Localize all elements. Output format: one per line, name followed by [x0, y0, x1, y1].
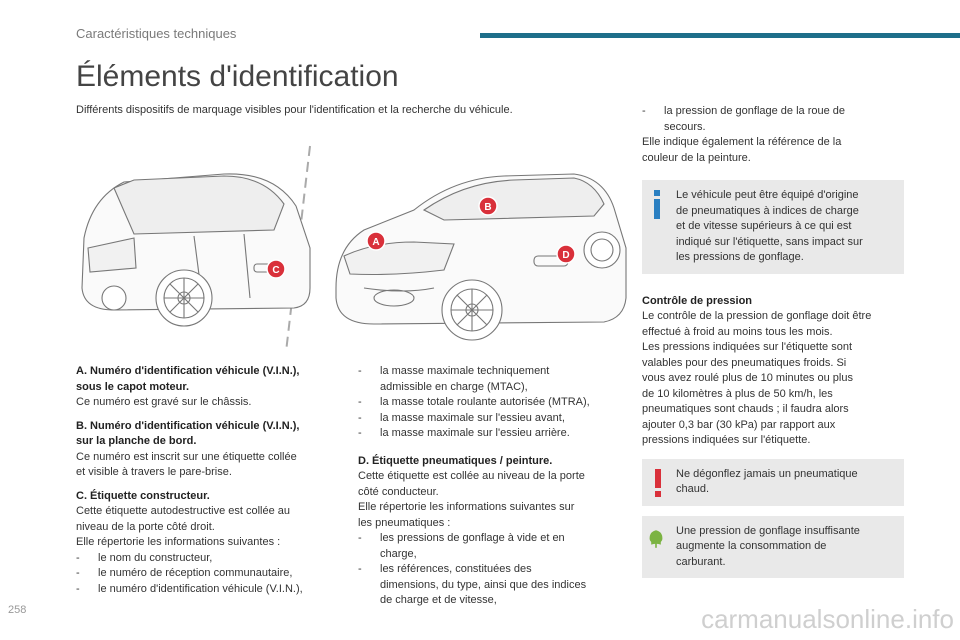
section-d-text: Cette étiquette est collée au niveau de la porte: [358, 470, 585, 482]
list-item: - la masse maximale sur l'essieu arrière.: [358, 427, 570, 439]
info-icon: [650, 190, 666, 220]
marker-a: [367, 232, 385, 250]
car-identification-figure: [74, 138, 630, 358]
section-b: [76, 419, 338, 481]
section-b-title: B. Numéro d'identification véhicule (V.I.N.),: [76, 419, 300, 432]
list-item: - le numéro d'identification véhicule (V.I.N.),: [76, 582, 303, 595]
eco-note: Une pression de gonflage insuffisante augmente la consommation de carburant.: [642, 516, 904, 579]
section-d-title: D. Étiquette pneumatiques / peinture.: [358, 454, 553, 467]
section-c-text: Cette étiquette autodestructive est collée au: [76, 505, 291, 517]
section-d: [358, 454, 622, 609]
warning-note: Ne dégonflez jamais un pneumatique chaud.: [642, 459, 904, 506]
list-item: - la masse totale roulante autorisée (MTRA),: [358, 396, 590, 408]
svg-text:A: A: [372, 237, 380, 248]
leaf-icon: [648, 526, 664, 552]
column-middle: [358, 364, 622, 617]
list-item: - la masse maximale sur l'essieu avant,: [358, 411, 565, 424]
pressure-title: Contrôle de pression: [642, 294, 753, 307]
header-accent-bar: [480, 33, 960, 38]
front-car-illustration: [336, 174, 626, 340]
pressure-text: Le contrôle de la pression de gonflage doit être effectué à froid au moins tous les mois. Les pressions indiquées sur l'étiquette sont valables pour des pneumatiques froids. Si vous avez roulé plus de 10 minutes ou plus de 10 kilomètres à plus de 50 km/h, les pneumatiques sont chauds ; il faudra alors ajouter 0,3 bar (30 kPa) par rapport aux pressions indiquées sur l'étiquette.: [642, 310, 872, 446]
info-note: Le véhicule peut être équipé d'origine de pneumatiques à indices de charge et de vitesse supérieurs à ce qui est indiqué sur l'étiquette, sans impact sur les pressions de gonflage.: [642, 180, 904, 274]
page-number: 258: [8, 604, 27, 616]
paint-text: Elle indique également la référence de la: [642, 136, 842, 148]
section-c-title: C. Étiquette constructeur.: [76, 489, 210, 502]
section-c-text: Elle répertorie les informations suivantes :: [76, 536, 281, 548]
section-c: [76, 489, 338, 598]
paint-text: couleur de la peinture.: [642, 151, 751, 164]
intro-text: Différents dispositifs de marquage visibles pour l'identification et la recherche du véhicule.: [76, 104, 513, 116]
column-left: [76, 364, 338, 605]
marker-d: [557, 245, 575, 263]
list-item: - le numéro de réception communautaire,: [76, 567, 293, 579]
list-item: - les références, constituées des dimensions, du type, ainsi que des indices de charge et de vitesse,: [358, 563, 587, 606]
list-item: - le nom du constructeur,: [76, 551, 213, 564]
section-b-text: Ce numéro est inscrit sur une étiquette collée: [76, 450, 297, 463]
column-right: [642, 104, 904, 578]
list-item: - les pressions de gonflage à vide et en charge,: [358, 532, 565, 560]
section-d-text: les pneumatiques :: [358, 516, 451, 529]
watermark: carmanualsonline.info: [701, 604, 954, 634]
svg-text:D: D: [562, 250, 570, 261]
section-d-text: Elle répertorie les informations suivantes sur: [358, 501, 575, 513]
section-a-text: Ce numéro est gravé sur le châssis.: [76, 396, 252, 408]
section-a: [76, 364, 338, 411]
list-item: - la pression de gonflage de la roue de secours.: [642, 105, 846, 133]
marker-b: [479, 197, 497, 215]
section-header: Caractéristiques techniques: [76, 26, 237, 41]
rear-car-illustration: [82, 174, 310, 326]
warning-icon: [650, 469, 666, 499]
svg-text:B: B: [484, 202, 492, 213]
marker-c: [267, 260, 285, 278]
section-a-title: A. Numéro d'identification véhicule (V.I.N.),: [76, 365, 300, 377]
mass-list: [358, 364, 622, 442]
page-title: Éléments d'identification: [76, 60, 399, 93]
section-d-text: côté conducteur.: [358, 485, 439, 498]
svg-text:C: C: [272, 265, 280, 276]
section-b-title-cont: sur la planche de bord.: [76, 435, 197, 447]
section-a-title-cont: sous le capot moteur.: [76, 380, 190, 393]
section-c-text: niveau de la porte côté droit.: [76, 520, 215, 533]
section-b-text-cont: et visible à travers le pare-brise.: [76, 466, 232, 478]
list-item: - la masse maximale techniquement admissible en charge (MTAC),: [358, 365, 550, 393]
